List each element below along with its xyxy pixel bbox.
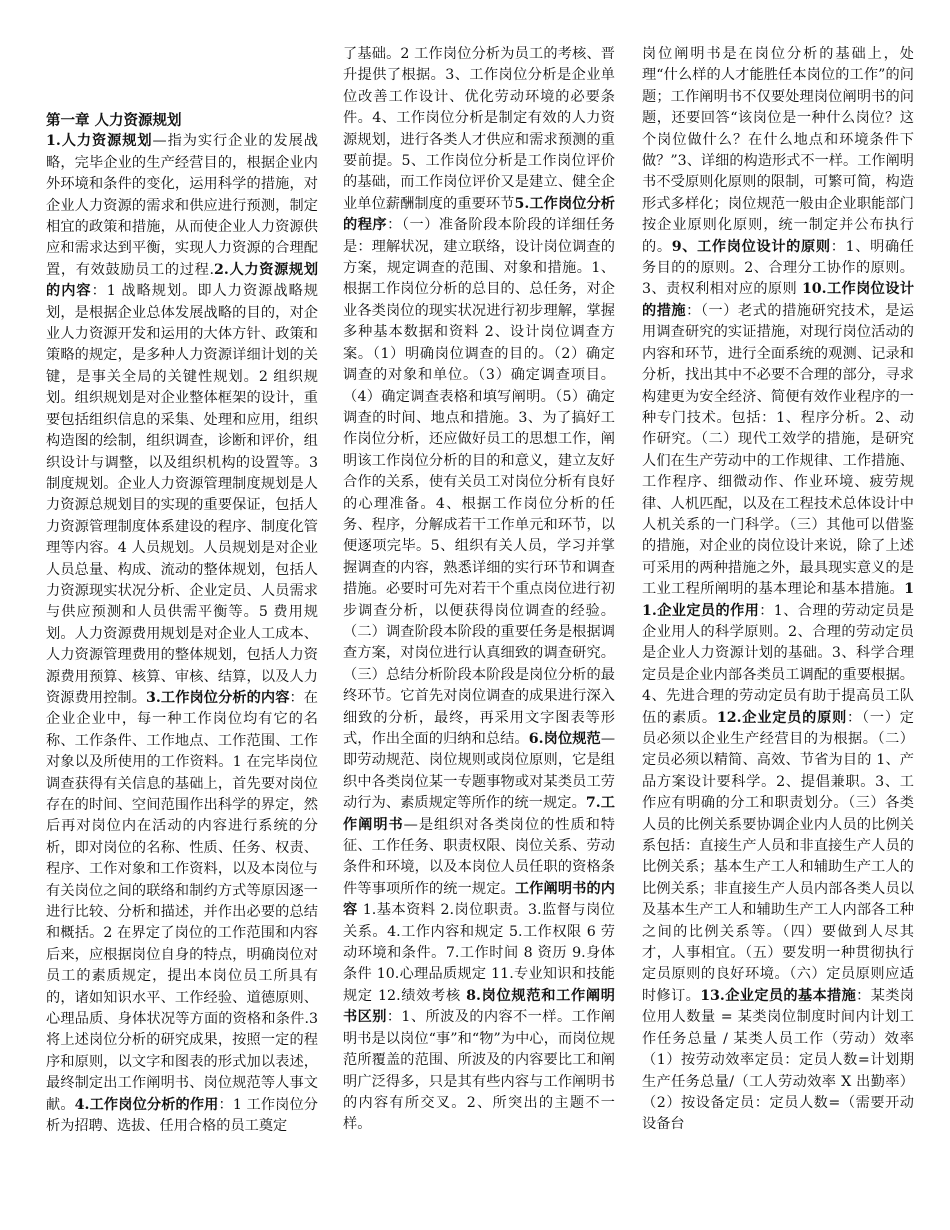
section-text: ：1、合理的劳动定员是企业用人的科学原则。2、合理的劳动定员是企业人力资源计划的基础。3、科学合理定员是企业内部各类员工调配的重要根据。4、先进合理的劳动定员有助于提高员工队伍的素质。 [642, 602, 915, 726]
column-1 [46, 110, 318, 1138]
section-heading: 2.人力资源规划的内容 [46, 261, 319, 300]
section-text: —是组织对各类岗位的性质和特征、工作任务、职责权限、岗位关系、劳动条件和环境，以及本岗位人员任职的资格条件等事项所作的统一规定。 [343, 816, 615, 897]
col3-paragraph [642, 46, 914, 1132]
section-heading: 4.工作岗位分析的作用 [74, 1096, 219, 1113]
section-text: ：（一）准备阶段本阶段的详细任务是：理解状况，建立联络，设计岗位调查的方案，规定调查的范围、对象和措施。1、根据工作岗位分析的总目的、总任务，对企业各类岗位的现实状况进行初步理解，掌握多种基本数据和资料 2、设计岗位调查方案。（1）明确岗位调查的目的。（2）确定调查的对象和单位。（3）确定调查项目。（4）确定调查表格和填写阐明。（5）确定调查的时间、地点和措施。3、为了搞好工作岗位分析，还应做好员工的思想工作，阐明该工作岗位分析的目的和意义，建立友好合作的关系，使有关员工对岗位分析有良好的心理准备。4、根据工作岗位分析的任务、程序，分解成若干工作单元和环节，以便逐项完毕。5、组织有关人员，学习并掌握调查的内容，熟悉详细的实行环节和调查措施。必要时可先对若干个重点岗位进行初步调查分析，以便获得岗位调查的经验。（二）调查阶段本阶段的重要任务是根据调查方案，对岗位进行认真细致的调查研究。（三）总结分析阶段本阶段是岗位分析的最终环节。它首先对岗位调查的成果进行深入细致的分析，最终，再采用文字图表等形式，作出全面的归纳和总结。 [343, 217, 615, 747]
section-heading: 3.工作岗位分析的内容 [146, 689, 290, 706]
section-text: ：1 工作岗位分析为招聘、选拔、任用合格的员工奠定 [46, 1096, 318, 1135]
chapter-title: 第一章 人力资源规划 [46, 112, 182, 129]
section-text: ：在企业企业中，每一种工作岗位均有它的名称、工作条件、工作地点、工作范围、工作对象以及所使用的工作资料。1 在完毕岗位调查获得有关信息的基础上，首先要对岗位存在的时间、空间范围作出科学的界定，然后再对岗位内在活动的内容进行系统的分析，即对岗位的名称、性质、任务、权责、程序、工作对象和工作资料，以及本岗位与有关岗位之间的联络和制约方式等原因逐一进行比较、分析和描述，并作出必要的总结和概括。2 在界定了岗位的工作范围和内容后来，应根据岗位自身的特点，明确岗位对员工的素质规定，提出本岗位员工所具有的，诸如知识水平、工作经验、道德原则、心理品质、身体状况等方面的资格和条件.3 将上述岗位分析的研究成果，按照一定的程序和原则，以文字和图表的形式加以表述，最终制定出工作阐明书、岗位规范等人事文献。 [46, 689, 318, 1113]
section-text: ：（一）定员必须以企业生产经营目的为根据。（二）定员必须以精简、高效、节省为目的 1、产品方案设计要科学。2、提倡兼职。3、工作应有明确的分工和职责划分。（三）各类人员的比例关系要协调企业内人员的比例关系包括：直接生产人员和非直接生产人员的比例关系；基本生产工人和辅助生产工人的比例关系；非直接生产人员内部各类人员以及基本生产工人和辅助生产工人内部各工种之间的比例关系等。（四）要做到人尽其才，人事相宜。（五）要发明一种贯彻执行定员原则的良好环境。（六）定员原则应适时修订。 [642, 709, 914, 1004]
section-text: ：1、所波及的内容不一样。工作阐明书是以岗位“事”和“物”为中心，而岗位规范所覆盖的范围、所波及的内容要比工和阐明广泛得多，只是其有些内容与工作阐明书的内容有所交叉。2、所突出的主题不一样。 [343, 1009, 615, 1133]
section-heading: 12.企业定员的原则 [716, 709, 848, 726]
col1-paragraph [46, 133, 318, 1134]
col2-paragraph [343, 46, 615, 1132]
section-text: —即劳动规范、岗位规则或岗位原则，它是组织中各类岗位某一专题事物或对某类员工劳动行为、素质规定等所作的统一规定。 [343, 731, 615, 812]
section-text: ：1、明确任务目的的原则。2、合理分工协作的原则。3、责权利相对应的原则 [642, 238, 914, 298]
section-heading: 9、工作岗位设计的原则 [671, 238, 831, 255]
section-heading: 13.企业定员的基本措施 [700, 987, 857, 1004]
section-text: 岗位阐明书是在岗位分析的基础上，处理“什么样的人才能胜任本岗位的工作”的问题；工作阐明书不仅要处理岗位阐明书的问题，还要回答“该岗位是一种什么岗位？这个岗位做什么？在什么地点和环境条件下做？”3、详细的构造形式不一样。工作阐明书不受原则化原则的限制，可繁可简，构造形式多样化；岗位规范一般由企业职能部门按企业原则化原则，统一制定并公布执行的。 [642, 46, 914, 255]
section-heading: 5.工作岗位分析的程序 [343, 195, 615, 234]
section-heading: 10.工作岗位设计的措施 [642, 281, 915, 319]
section-text: 1.基本资料 2.岗位职责。3.监督与岗位关系。4.工作内容和规定 5.工作权限 6 劳动环境和条件。7.工作时间 8 资历 9.身体条件 10.心理品质规定 11.专业知识和技能规定 12.绩效考核 [343, 902, 615, 1004]
section-heading: 11.企业定员的作用 [642, 581, 914, 619]
section-text: ：（一）老式的措施研究技术，是运用调查研究的实证措施，对现行岗位活动的内容和环节，进行全面系统的观测、记录和分析，找出其中不必要不合理的部分，寻求构建更为安全经济、简便有效作业程序的一种专门技术。包括：1、程序分析。2、动作研究。（二）现代工效学的措施，是研究人们在生产劳动中的工作规律、工作措施、工作程序、细微动作、作业环境、疲劳规律、人机匹配，以及在工程技术总体设计中人机关系的一门科学。（三）其他可以借鉴的措施，对企业的岗位设计来说，除了上述可采用的两种措施之外，最具现实意义的是工业工程所阐明的基本理论和基本措施。 [642, 302, 914, 598]
section-heading: 8.岗位规范和工作阐明书区别 [343, 987, 615, 1026]
section-heading: 6.岗位规范 [528, 731, 601, 747]
section-heading: 1.人力资源规划 [46, 133, 153, 150]
section-text: 了基础。2 工作岗位分析为员工的考核、晋升提供了根据。3、工作岗位分析是企业单位改善工作设计、优化劳动环境的必要条件。4、工作岗位分析是制定有效的人力资源规划，进行各类人才供应和需求预测的重要前提。5、工作岗位分析是工作岗位评价的基础，而工作岗位评价又是建立、健全企业单位薪酬制度的重要环节 [343, 46, 615, 212]
column-3 [642, 44, 914, 1136]
section-text: ：某类岗位用人数量 = 某类岗位制度时间内计划工作任务总量 / 某类人员工作（劳动）效率（1）按劳动效率定员：定员人数=计划期生产任务总量/（工人劳动效率 X 出勤率）（2）按设备定员：定员人数=（需要开动设备台 [642, 987, 914, 1133]
section-text: —指为实行企业的发展战略，完毕企业的生产经营目的，根据企业内外环境和条件的变化，运用科学的措施，对企业人力资源的需求和供应进行预测，制定相宜的政策和措施，从而使企业人力资源供应和需求达到平衡，实现人力资源的合理配置，有效鼓励员工的过程. [46, 133, 318, 278]
section-heading: 7.工作阐明书 [343, 795, 615, 833]
section-heading: 工作阐明书的内容 [343, 880, 615, 919]
column-2 [343, 44, 615, 1136]
section-text: ：1 战略规划。即人力资源战略规划，是根据企业总体发展战略的目的，对企业人力资源开发和运用的大体方针、政策和策略的规定，是多种人力资源详细计划的关键，是事关全局的关键性规划。2 组织规划。组织规划是对企业整体框架的设计，重要包括组织信息的采集、处理和应用，组织构造图的绘制，组织调查，诊断和评价，组织设计与调整，以及组织机构的设置等。3 制度规划。企业人力资源管理制度规划是人力资源总规划目的实现的重要保证，包括人力资源管理制度体系建设的程序、制度化管理等内容。4 人员规划。人员规划是对企业人员总量、构成、流动的整体规划，包括人力资源现实状况分析、企业定员、人员需求与供应预测和人员供需平衡等。5 费用规划。人力资源费用规划是对企业人工成本、人力资源管理费用的整体规划，包括人力资源费用预算、核算、审核、结算，以及人力资源费用控制。 [46, 283, 318, 706]
